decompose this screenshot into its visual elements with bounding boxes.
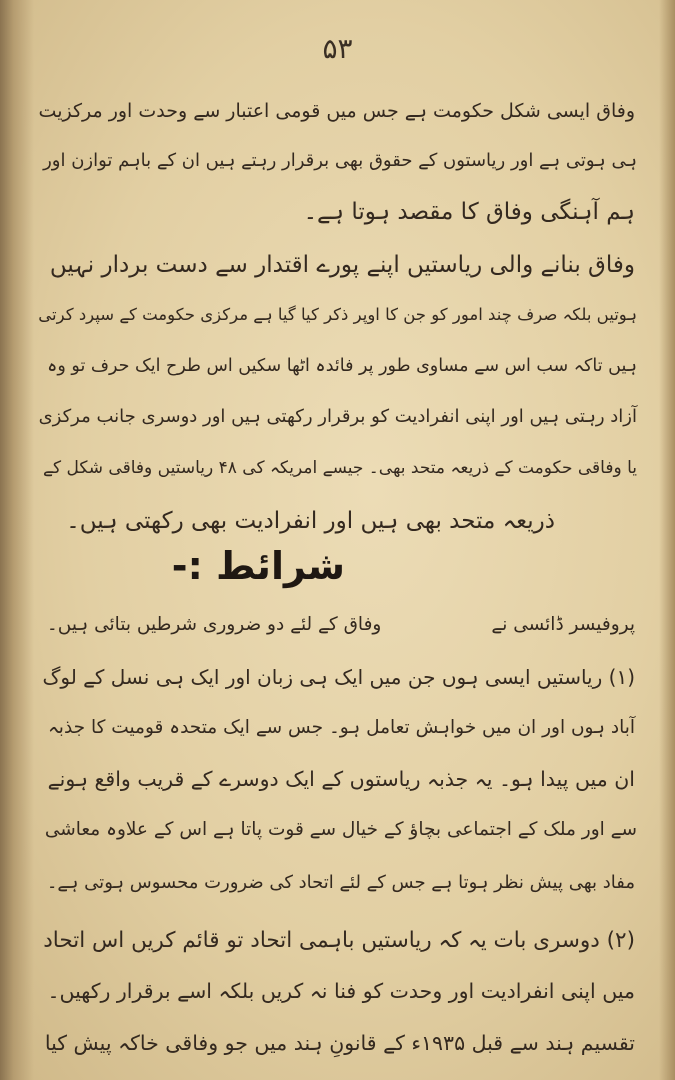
paragraph1-line-3: ہم آہنگی وفاق کا مقصد ہوتا ہے۔	[303, 199, 635, 225]
condition1-line-1: (۱) ریاستیں ایسی ہوں جن میں ایک ہی زبان اور ایک ہی نسل کے لوگ	[42, 665, 635, 689]
condition2-line-2: میں اپنی انفرادیت اور وحدت کو فنا نہ کریں بلکہ اسے برقرار رکھیں۔	[47, 979, 635, 1003]
condition2-line-1: (۲) دوسری بات یہ کہ ریاستیں باہمی اتحاد تو قائم کریں اس اتحاد	[43, 928, 635, 953]
paragraph2-line-2: ہوتیں بلکہ صرف چند امور کو جن کا اوپر ذکر کیا گیا ہے مرکزی حکومت کے سپرد کرتی	[38, 305, 637, 324]
closing-line: تقسیم ہند سے قبل ۱۹۳۵ء کے قانونِ ہند میں جو وفاقی خاکہ پیش کیا	[44, 1031, 635, 1055]
paragraph2-line-3: ہیں تاکہ سب اس سے مساوی طور پر فائدہ اٹھا سکیں اس طرح ایک حرف تو وہ	[47, 356, 637, 376]
book-spine-shadow	[0, 0, 34, 1080]
page-edge-shadow	[659, 0, 675, 1080]
section-heading: شرائط :-	[171, 544, 345, 588]
condition1-line-3: ان میں پیدا ہو۔ یہ جذبہ ریاستوں کے ایک دوسرے کے قریب واقع ہونے	[47, 767, 635, 791]
paragraph2-line-1: وفاق بنانے والی ریاستیں اپنے پورے اقتدار سے دست بردار نہیں	[49, 252, 635, 278]
conditions-intro-left: وفاق کے لئے دو ضروری شرطیں بتائی ہیں۔	[46, 614, 382, 635]
condition1-line-2: آباد ہوں اور ان میں خواہش تعامل ہو۔ جس سے ایک متحدہ قومیت کا جذبہ	[47, 717, 635, 738]
condition1-line-5: مفاد بھی پیش نظر ہوتا ہے جس کے لئے اتحاد کی ضرورت محسوس ہوتی ہے۔	[46, 872, 635, 893]
paragraph1-line-1: وفاق ایسی شکل حکومت ہے جس میں قومی اعتبار سے وحدت اور مرکزیت	[38, 100, 635, 122]
condition1-line-4: سے اور ملک کے اجتماعی بچاؤ کے خیال سے قوت پاتا ہے اس کے علاوہ معاشی	[44, 819, 637, 840]
paragraph1-line-2: ہی ہوتی ہے اور ریاستوں کے حقوق بھی برقرار رہتے ہیں ان کے باہم توازن اور	[43, 150, 637, 171]
conditions-intro	[47, 608, 635, 642]
page-number: ۵۳	[322, 32, 353, 65]
paragraph2-line-5: یا وفاقی حکومت کے ذریعہ متحد بھی۔ جیسے امریکہ کی ۴۸ ریاستیں وفاقی شکل کے	[43, 458, 637, 478]
conditions-intro-right: پروفیسر ڈائسی نے	[491, 614, 635, 635]
paragraph2-line-6: ذریعہ متحد بھی ہیں اور انفرادیت بھی رکھتی ہیں۔	[66, 508, 555, 534]
paragraph2-line-4: آزاد رہتی ہیں اور اپنی انفرادیت کو برقرار رکھتی ہیں اور دوسری جانب مرکزی	[38, 406, 637, 427]
